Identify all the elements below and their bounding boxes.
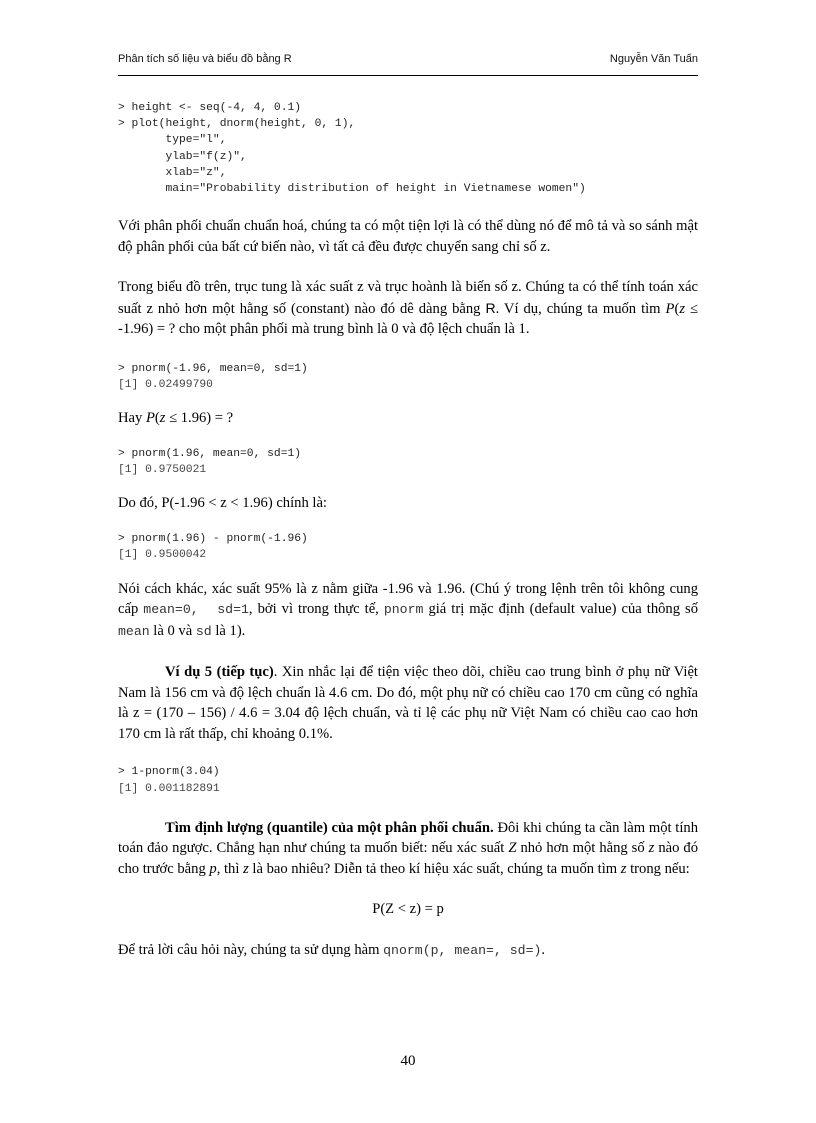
math-symbol: z [620, 860, 627, 877]
text-span: . [541, 941, 546, 958]
paragraph-axis-description [118, 277, 698, 340]
example-heading: Ví dụ 5 (tiếp tục) [165, 664, 274, 681]
text-span: ≤ 1.96) = ? [165, 410, 234, 427]
math-symbol: Z [508, 840, 517, 857]
section-heading: Tìm định lượng (quantile) của một phân phối chuẩn. [165, 819, 494, 836]
inline-code: pnorm [383, 602, 424, 618]
code-output: [1] 0.9750021 [118, 463, 207, 476]
text-span: ( [674, 300, 680, 317]
text-span: , thì [216, 860, 244, 877]
code-block-plot [118, 100, 698, 197]
text-span: Đôi khi chúng ta cần làm một tính toán đảo ngược. Chẳng hạn như chúng ta muốn biết: nếu xác suất [118, 819, 698, 857]
text-span: , bởi vì trong thực tế, [248, 601, 384, 618]
code-line: type="l", [118, 134, 227, 147]
code-output: [1] 0.9500042 [118, 548, 207, 561]
code-line: > pnorm(-1.96, mean=0, sd=1) [118, 362, 308, 375]
paragraph-95-percent [118, 579, 698, 643]
text-span: ≤ -1.96) = ? cho một phân phối mà trung bình là 0 và độ lệch chuẩn là 1. [118, 300, 698, 338]
code-block-pnorm-304 [118, 764, 698, 796]
header-rule [118, 75, 698, 76]
text-span: Trong biểu đồ trên, trục tung là xác suất z và trục hoành là biến số z. Chúng ta có thể tính toán xác suất z nhỏ hơn một hằng số (constant) nào đó dê dàng bằng [118, 279, 698, 317]
header-author: Nguyễn Văn Tuấn [609, 53, 698, 65]
math-symbol: P [665, 300, 675, 317]
text-span: Hay [118, 410, 146, 427]
code-line: > height <- seq(-4, 4, 0.1) [118, 102, 302, 114]
text-span: trong nếu: [626, 860, 690, 877]
math-symbol: p [209, 860, 217, 877]
text-span: ( [154, 410, 160, 427]
math-symbol: P [145, 410, 155, 427]
inline-code: mean=0, sd=1 [143, 602, 249, 618]
paragraph-quantile [118, 818, 698, 880]
text-span: là 1). [211, 622, 246, 639]
text-span: . Xin nhắc lại để tiện việc theo dõi, chiều cao trung bình ở phụ nữ Việt Nam là 156 cm và độ lệch chuẩn là 4.6 cm. Do đó, một phụ nữ có chiều cao 170 cm cũng có nghĩa là z = (170 – 156) / 4.6 = 3.04 độ lệch chuẩn, và tỉ lệ các phụ nữ Việt Nam có chiều cao cao hơn 170 cm là rất thấp, chỉ khoảng 0.1%. [118, 664, 698, 742]
page-number: 40 [400, 1053, 416, 1069]
code-output: [1] 0.02499790 [118, 378, 213, 391]
paragraph-question [118, 408, 698, 429]
header-title: Phân tích số liệu và biểu đồ bằng R [118, 53, 292, 65]
r-language-name: R [485, 299, 496, 316]
code-block-pnorm-neg [118, 361, 698, 393]
code-line: > pnorm(1.96, mean=0, sd=1) [118, 447, 302, 460]
inline-code: mean [118, 623, 150, 639]
code-line: main="Probability distribution of height in Vietnamese women") [118, 183, 586, 196]
code-block-pnorm-diff [118, 531, 698, 563]
code-line: xlab="z", [118, 166, 227, 179]
math-symbol: z [159, 410, 166, 427]
math-symbol: z [648, 840, 655, 857]
text-span: Nói cách khác, xác suất 95% là z nằm giữa -1.96 và 1.96. (Chú ý trong lệnh trên tôi không cung cấp [118, 580, 698, 618]
paragraph-example-5 [118, 662, 698, 744]
paragraph-therefore: Do đó, P(-1.96 < z < 1.96) chính là: [118, 495, 327, 512]
text-span: là 0 và [149, 622, 196, 639]
paragraph-qnorm [118, 940, 698, 962]
text-span: . Ví dụ, chúng ta muốn tìm [495, 300, 666, 317]
code-line: > pnorm(1.96) - pnorm(-1.96) [118, 532, 308, 545]
text-span: nhỏ hơn một hằng số [516, 840, 649, 857]
text-span: nào đó cho trước bằng [118, 840, 698, 877]
paragraph-standardized-normal: Với phân phối chuẩn chuẩn hoá, chúng ta có một tiện lợi là có thể dùng nó để mô tả và so sánh mật độ phân phối của bất cứ biến nào, vì tất cả đều được chuyển sang chỉ số z. [118, 218, 698, 255]
text-span: giá trị mặc định (default value) của thông số [423, 601, 699, 618]
inline-code: sd [195, 623, 212, 639]
math-symbol: z [243, 860, 249, 877]
code-block-pnorm-pos [118, 446, 698, 478]
code-line: > plot(height, dnorm(height, 0, 1), [118, 118, 356, 131]
inline-code: qnorm(p, mean=, sd=) [383, 942, 542, 958]
text-span: là bao nhiêu? Diễn tả theo kí hiệu xác suất, chúng ta muốn tìm [248, 860, 621, 877]
code-output: [1] 0.001182891 [118, 782, 220, 795]
text-span: Để trả lời câu hỏi này, chúng ta sử dụng hàm [118, 941, 384, 958]
formula-quantile: P(Z < z) = p [372, 901, 444, 918]
math-symbol: z [679, 300, 685, 317]
code-line: ylab="f(z)", [118, 150, 247, 163]
page-body [118, 96, 698, 961]
code-line: > 1-pnorm(3.04) [118, 766, 220, 779]
